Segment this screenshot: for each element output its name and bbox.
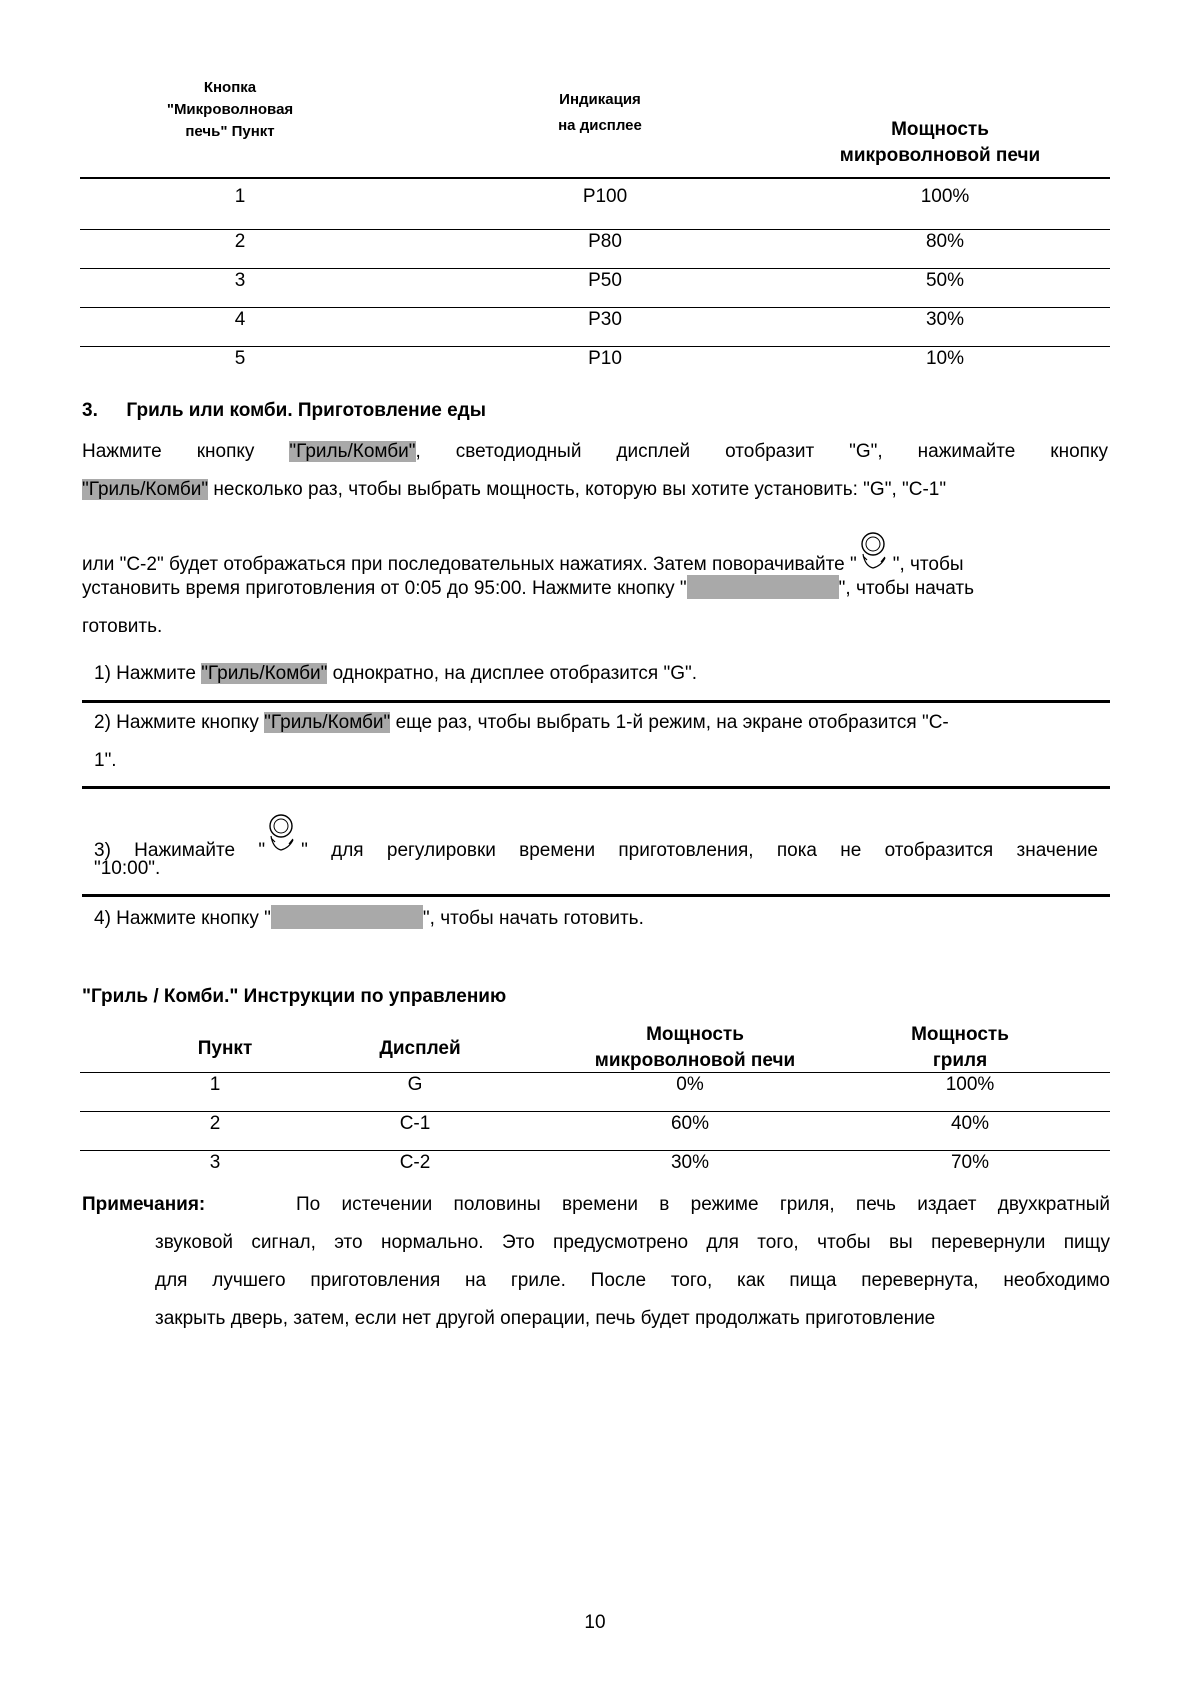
step-divider <box>82 700 1110 703</box>
page-number: 10 <box>584 1612 606 1633</box>
header-line: гриля <box>932 1050 988 1071</box>
text-run: 4) Нажмите кнопку " <box>94 908 271 929</box>
text-run: 1) Нажмите <box>94 663 202 684</box>
table-cell-display: C-1 <box>399 1113 431 1134</box>
start-button-placeholder <box>687 575 839 599</box>
text-run: светодиодный дисплей отобразит "G", нажимайте кнопку <box>455 441 1108 462</box>
step-4 <box>94 900 644 938</box>
header-line: Индикация <box>559 91 641 108</box>
grill-combi-button-ref: "Гриль/Комби" <box>264 712 391 733</box>
table-cell-item: 5 <box>234 348 246 369</box>
text-run: ", чтобы начать готовить. <box>422 908 644 929</box>
grill-combi-button-ref: "Гриль/Комби" <box>201 663 328 684</box>
text-run: еще раз, чтобы выбрать 1-й режим, на экране отобразится "C- <box>390 712 949 733</box>
text-run: однократно, на дисплее отобразится "G". <box>327 663 698 684</box>
table-cell-display: P100 <box>582 186 628 207</box>
text-run: Нажмите кнопку <box>82 441 255 462</box>
table-cell-grill: 70% <box>950 1152 990 1173</box>
grill-table-title: "Гриль / Комби." Инструкции по управлению <box>82 986 507 1007</box>
step-3-continued: "10:00". <box>94 858 161 879</box>
table-cell-mw: 0% <box>676 1074 704 1095</box>
table-rule <box>80 177 1110 179</box>
step-1 <box>94 655 697 693</box>
text-run: ", чтобы начать <box>838 578 975 599</box>
step-2 <box>94 704 949 742</box>
col-header-grill-power <box>860 1022 1060 1074</box>
rotary-dial-icon <box>265 812 301 858</box>
paragraph-line <box>82 471 1112 509</box>
notes-line: для лучшего приготовления на гриле. После того, как пища перевернута, необходимо <box>155 1270 1110 1291</box>
notes-label: Примечания: <box>82 1194 206 1215</box>
text-run: ", чтобы <box>892 554 964 575</box>
table-cell-power: 50% <box>925 270 965 291</box>
grill-combi-button-ref: "Гриль/Комби" <box>82 479 209 500</box>
text-run: несколько раз, чтобы выбрать мощность, которую вы хотите установить: "G", "C-1" <box>208 479 947 500</box>
table-rule <box>80 268 1110 269</box>
col-header-power <box>810 117 1070 169</box>
text-run: , <box>415 441 421 462</box>
notes-line: звуковой сигнал, это нормально. Это предусмотрено для того, чтобы вы перевернули пищу <box>155 1232 1110 1253</box>
section-title: Гриль или комби. Приготовление еды <box>126 400 486 421</box>
col-header-item: Пункт <box>197 1038 253 1059</box>
text-run: 3) Нажимайте " <box>94 840 266 861</box>
table-cell-display: P80 <box>588 231 622 252</box>
table-cell-power: 30% <box>925 309 965 330</box>
table-rule <box>80 307 1110 308</box>
header-line: микроволновой печи <box>839 145 1041 166</box>
header-line: на дисплее <box>558 117 642 134</box>
table-cell-display: P50 <box>588 270 622 291</box>
table-cell-item: 1 <box>234 186 246 207</box>
header-line: Кнопка <box>203 79 257 96</box>
table-rule <box>80 229 1110 230</box>
header-line: Мощность <box>891 119 989 140</box>
col-header-display: Дисплей <box>379 1038 461 1059</box>
step-divider <box>82 786 1110 789</box>
table-cell-mw: 30% <box>670 1152 710 1173</box>
table-cell-item: 3 <box>234 270 246 291</box>
col-header-display <box>500 87 700 139</box>
table-cell-item: 4 <box>234 309 246 330</box>
start-button-placeholder <box>271 905 423 929</box>
table-cell-grill: 40% <box>950 1113 990 1134</box>
table-cell-display: P10 <box>588 348 622 369</box>
table-cell-item: 1 <box>209 1074 221 1095</box>
notes-line: По истечении половины времени в режиме гриля, печь издает двухкратный <box>296 1194 1110 1215</box>
step-divider <box>82 894 1110 897</box>
grill-combi-button-ref: "Гриль/Комби" <box>289 441 416 462</box>
table-cell-grill: 100% <box>945 1074 995 1095</box>
table-cell-item: 2 <box>209 1113 221 1134</box>
section-heading <box>82 400 486 422</box>
text-run: 2) Нажмите кнопку <box>94 712 265 733</box>
table-cell-power: 80% <box>925 231 965 252</box>
header-line: "Микроволновая <box>166 101 294 118</box>
step-3 <box>94 812 1098 870</box>
paragraph-line: готовить. <box>82 616 163 637</box>
paragraph-line <box>82 570 1112 608</box>
table-rule <box>80 1111 1110 1112</box>
col-header-mw-power <box>565 1022 825 1074</box>
paragraph-line <box>82 433 1108 471</box>
table-rule <box>80 346 1110 347</box>
notes-line: закрыть дверь, затем, если нет другой операции, печь будет продолжать приготовление <box>155 1308 936 1329</box>
header-line: Мощность <box>911 1024 1009 1045</box>
header-line: печь" Пункт <box>185 123 275 140</box>
table-cell-power: 100% <box>920 186 970 207</box>
table-cell-display: G <box>407 1074 423 1095</box>
table-cell-mw: 60% <box>670 1113 710 1134</box>
table-cell-display: C-2 <box>399 1152 431 1173</box>
section-number: 3. <box>82 400 98 421</box>
step-2-continued: 1". <box>94 750 117 771</box>
text-run: " для регулировки времени приготовления, пока не отобразится значение <box>301 840 1098 861</box>
header-line: Мощность <box>646 1024 744 1045</box>
table-rule <box>80 1150 1110 1151</box>
table-rule <box>80 1072 1110 1073</box>
text-run: установить время приготовления от 0:05 до 95:00. Нажмите кнопку " <box>82 578 687 599</box>
col-header-button <box>130 77 330 143</box>
table-cell-power: 10% <box>925 348 965 369</box>
table-cell-item: 3 <box>209 1152 221 1173</box>
table-cell-item: 2 <box>234 231 246 252</box>
text-run: или "C-2" будет отображаться при последовательных нажатиях. Затем поворачивайте " <box>82 554 857 575</box>
header-line: микроволновой печи <box>594 1050 796 1071</box>
table-cell-display: P30 <box>588 309 622 330</box>
